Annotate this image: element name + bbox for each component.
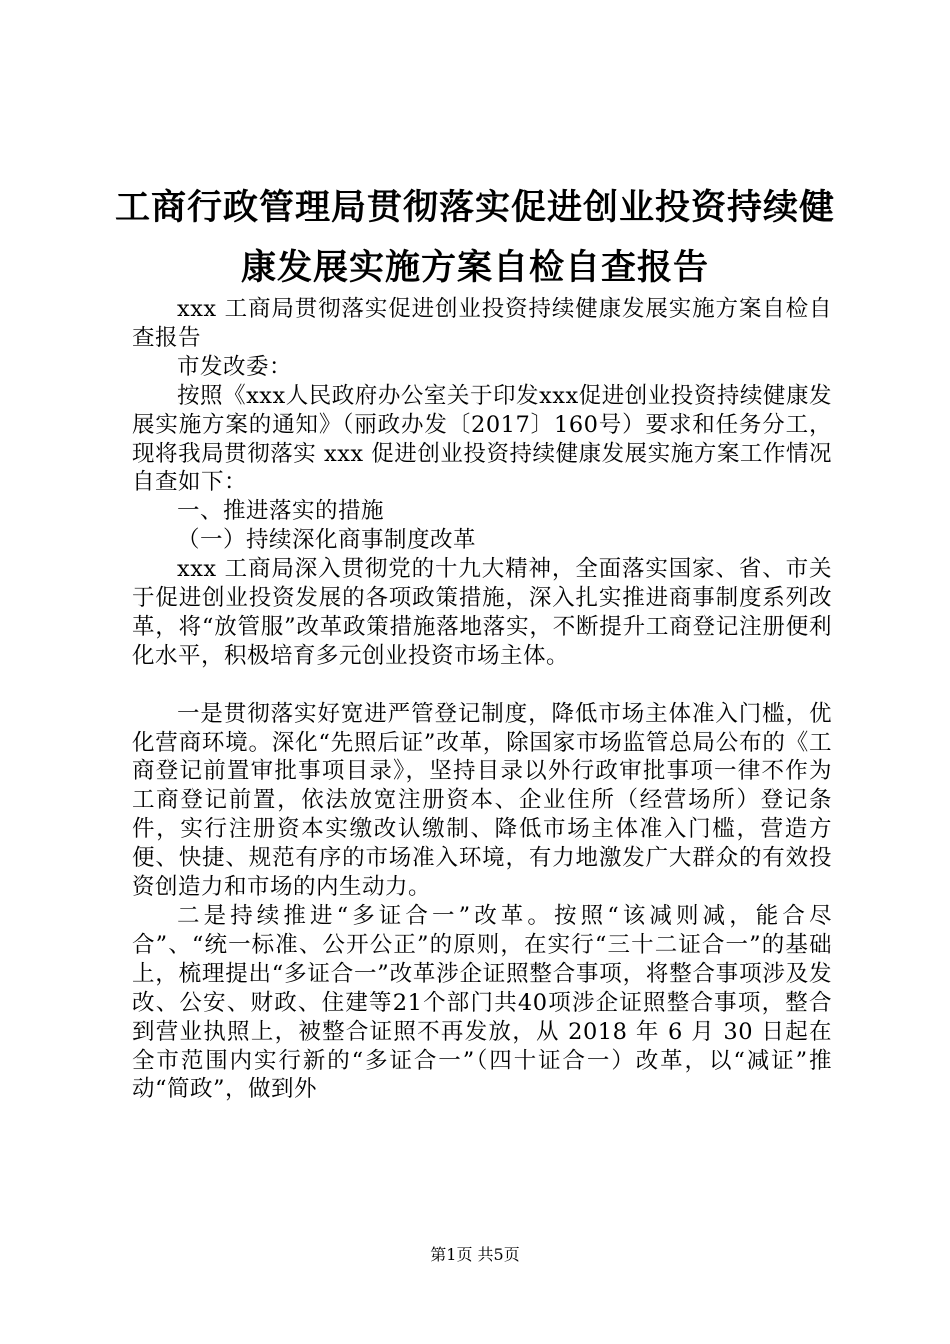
intro-paragraph: 按照《xxx人民政府办公室关于印发xxx促进创业投资持续健康发展实施方案的通知》（丽政办发〔2017〕160号）要求和任务分工，现将我局贯彻落实 xxx 促进创业投资持续健康发展实施方案工作情况自查如下：	[132, 382, 832, 496]
body-paragraph: 一是贯彻落实好宽进严管登记制度，降低市场主体准入门槛，优化营商环境。深化“先照后证”改革，除国家市场监管总局公布的《工商登记前置审批事项目录》，坚持目录以外行政审批事项一律不作为工商登记前置，依法放宽注册资本、企业住所（经营场所）登记条件，实行注册资本实缴改认缴制、降低市场主体准入门槛，营造方便、快捷、规范有序的市场准入环境，有力地激发广大群众的有效投资创造力和市场的内生动力。	[132, 700, 832, 901]
body-paragraph: 二是持续推进“多证合一”改革。按照“该减则减，能合尽合”、“统一标准、公开公正”的原则，在实行“三十二证合一”的基础上，梳理提出“多证合一”改革涉企证照整合事项，将整合事项涉及发改、公安、财政、住建等21个部门共40项涉企证照整合事项，整合到营业执照上，被整合证照不再发放，从 2018 年 6 月 30 日起在全市范围内实行新的“多证合一”（四十证合一）改革，以“减证”推动“简政”，做到外	[132, 903, 832, 1103]
addressee-paragraph: 市发改委：	[177, 353, 293, 380]
body-paragraph: xxx 工商局深入贯彻党的十九大精神，全面落实国家、省、市关于促进创业投资发展的各项政策措施，深入扎实推进商事制度系列改革，将“放管服”改革政策措施落地落实，不断提升工商登记注册便利化水平，积极培育多元创业投资市场主体。	[132, 556, 832, 669]
document-title-line-1: 工商行政管理局贯彻落实促进创业投资持续健	[114, 187, 835, 228]
report-subtitle-paragraph: xxx 工商局贯彻落实促进创业投资持续健康发展实施方案自检自查报告	[132, 296, 832, 351]
section-heading: 一、推进落实的措施	[177, 498, 385, 525]
subsection-heading: （一）持续深化商事制度改革	[177, 527, 477, 554]
document-title-line-2: 康发展实施方案自检自查报告	[240, 247, 709, 288]
page-footer: 第1页 共5页	[430, 1245, 520, 1264]
document-body	[132, 295, 832, 1104]
